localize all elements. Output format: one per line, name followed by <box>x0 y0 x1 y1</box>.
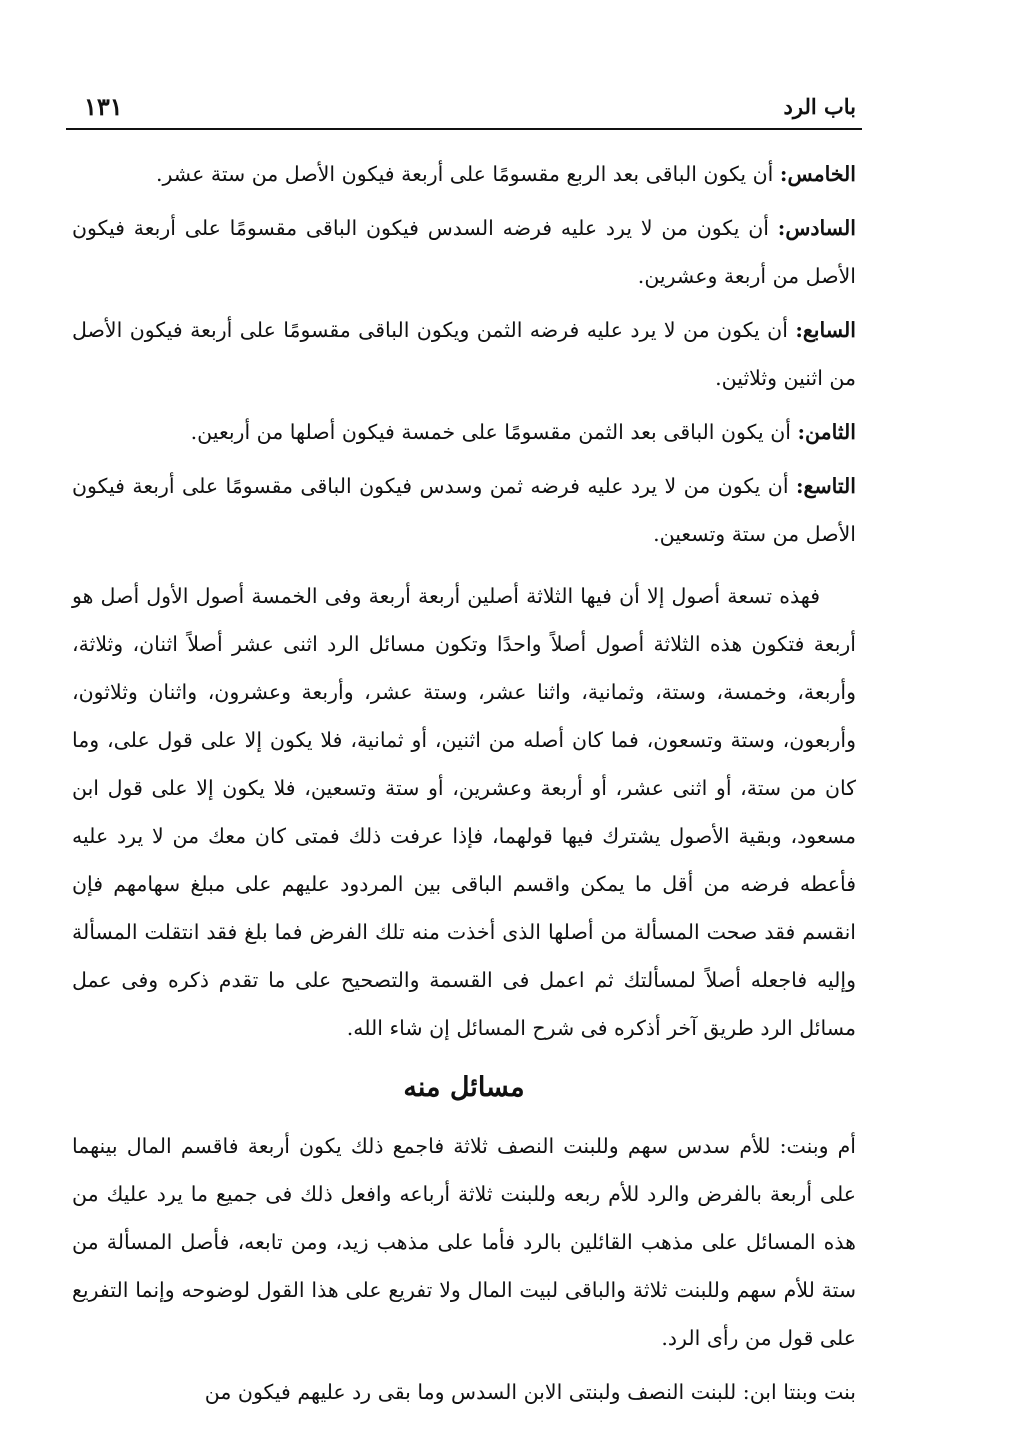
summary-paragraph: فهذه تسعة أصول إلا أن فيها الثلاثة أصلين أربعة أربعة وفى الخمسة أصول الأول أصل هو أربعة فتكون هذه الثلاثة أصول أصلاً واحدًا وتكون مسائل الرد اثنى عشر أصلاً اثنان، وثلاثة، وأربعة، وخمسة، وستة، وثمانية، واثنا عشر، وستة عشر، وأربعة وعشرون، واثنان وثلاثون، وأربعون، وستة وتسعون، فما كان أصله من اثنين، أو ثمانية، فلا يكون إلا على قول على، وما كان من ستة، أو اثنى عشر، أو أربعة وعشرين، أو ستة وتسعين، فلا يكون إلا على قول ابن مسعود، وبقية الأصول يشترك فيها قولهما، فإذا عرفت ذلك فمتى كان معك من لا يرد عليه فأعطه فرضه من أقل ما يمكن واقسم الباقى بين المردود عليهم على مبلغ سهامهم فإن انقسم فقد صحت المسألة من أصلها الذى أخذت منه تلك الفرض فما بلغ فقد انتقلت المسألة وإليه فاجعله أصلاً لمسألتك ثم اعمل فى القسمة والتصحيح على ما تقدم ذكره وفى عمل مسائل الرد طريق آخر أذكره فى شرح المسائل إن شاء الله. <box>72 584 856 1040</box>
problem-paragraph-daughter-granddaughters <box>66 1368 862 1416</box>
case-paragraph-seventh <box>66 306 862 402</box>
case-paragraph-sixth <box>66 204 862 300</box>
problem-text: للأم سدس سهم وللبنت النصف ثلاثة فاجمع ذلك يكون أربعة فاقسم المال بينهما على أربعة بالفرض والرد للأم ربعه وللبنت ثلاثة أرباعه وافعل ذلك فى جميع ما يرد عليك من هذه المسائل على مذهب القائلين بالرد فأما على مذهب زيد، ومن تابعه، فأصل المسألة من ستة للأم سهم وللبنت ثلاثة والباقى لبيت المال ولا تفريع على هذا القول لوضوحه وإنما التفريع على قول من رأى الرد. <box>72 1134 856 1350</box>
case-paragraph-eighth <box>66 408 862 456</box>
case-term: الثامن: <box>797 420 856 444</box>
running-head <box>66 80 862 130</box>
problem-paragraph-mother-daughter <box>66 1122 862 1362</box>
case-term: الخامس: <box>779 162 856 186</box>
case-paragraph-fifth <box>66 150 862 198</box>
case-text: أن يكون من لا يرد عليه فرضه ثمن وسدس فيكون الباقى مقسومًا على أربعة فيكون الأصل من ستة وتسعين. <box>72 474 856 546</box>
running-title: باب الرد <box>783 94 856 119</box>
case-text: أن يكون من لا يرد عليه فرضه الثمن ويكون الباقى مقسومًا على أربعة فيكون الأصل من اثنين وثلاثين. <box>72 318 856 390</box>
case-text: أن يكون الباقى بعد الربع مقسومًا على أربعة فيكون الأصل من ستة عشر. <box>155 162 780 186</box>
case-term: التاسع: <box>795 474 856 498</box>
problem-term: أم وبنت: <box>779 1134 856 1158</box>
problem-term: بنت وبنتا ابن: <box>742 1380 856 1404</box>
page-number: ١٣١ <box>84 92 123 121</box>
case-text: أن يكون الباقى بعد الثمن مقسومًا على خمسة فيكون أصلها من أربعين. <box>190 420 798 444</box>
case-term: السابع: <box>795 318 856 342</box>
problem-text: للبنت النصف ولبنتى الابن السدس وما بقى رد عليهم فيكون من <box>204 1380 743 1404</box>
book-page <box>66 80 862 1420</box>
case-text: أن يكون من لا يرد عليه فرضه السدس فيكون الباقى مقسومًا على أربعة فيكون الأصل من أربعة وعشرين. <box>72 216 856 288</box>
case-paragraph-ninth <box>66 462 862 558</box>
case-term: السادس: <box>777 216 856 240</box>
page-content <box>66 150 862 1416</box>
section-heading: مسائل منه <box>403 1072 525 1103</box>
